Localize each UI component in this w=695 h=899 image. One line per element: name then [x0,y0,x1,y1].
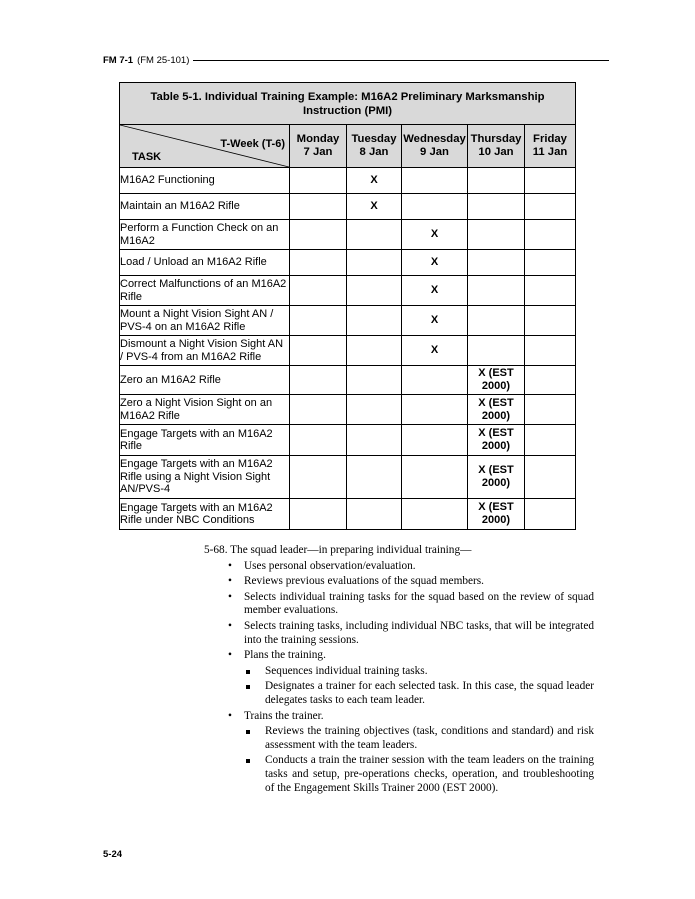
schedule-cell [290,366,347,395]
schedule-cell [468,250,525,276]
schedule-cell [525,250,576,276]
running-header [103,53,609,67]
day-header [468,125,525,168]
day-date: 9 Jan [420,146,449,158]
list-item-text: Uses personal observation/evaluation. [244,559,416,572]
bullet-icon: • [228,649,232,662]
schedule-cell: X (EST 2000) [468,499,525,530]
schedule-cell: X [402,220,468,250]
schedule-cell [525,499,576,530]
schedule-cell [468,220,525,250]
schedule-cell [290,499,347,530]
day-date: 10 Jan [478,146,514,158]
square-bullet-icon [246,670,250,674]
task-cell: Correct Malfunctions of an M16A2 Rifle [120,276,290,306]
schedule-cell: X (EST 2000) [468,395,525,425]
schedule-cell [402,499,468,530]
day-header [290,125,347,168]
task-cell: Dismount a Night Vision Sight AN / PVS-4 from an M16A2 Rifle [120,336,290,366]
task-cell: Maintain an M16A2 Rifle [120,194,290,220]
schedule-cell [347,336,402,366]
schedule-cell [290,250,347,276]
square-bullet-icon [246,730,250,734]
day-header [402,125,468,168]
schedule-cell [402,425,468,456]
bullet-list [204,560,594,796]
table-title-line2: Instruction (PMI) [302,104,393,117]
schedule-cell [468,168,525,194]
square-bullet-icon [246,685,250,689]
list-item-text: Trains the trainer. [244,709,324,722]
schedule-cell [402,194,468,220]
bullet-icon: • [228,709,232,722]
list-item [204,649,594,663]
schedule-cell [347,395,402,425]
schedule-cell [402,168,468,194]
schedule-cell [525,220,576,250]
day-name: Monday [296,133,340,145]
schedule-cell: X [347,194,402,220]
page-number: 5-24 [103,849,123,860]
sub-list-item-text: Reviews the training objectives (task, conditions and standard) and risk assessment with the team leaders. [265,725,594,751]
schedule-cell [525,194,576,220]
square-bullet-icon [246,759,250,763]
bullet-icon: • [228,575,232,588]
schedule-cell [468,276,525,306]
list-item-text: Reviews previous evaluations of the squad members. [244,575,485,588]
schedule-cell [290,220,347,250]
schedule-cell [402,456,468,499]
schedule-cell [402,366,468,395]
table-row [120,499,576,530]
list-item [204,560,594,574]
schedule-cell [525,366,576,395]
sub-list-item [204,665,594,679]
bullet-icon: • [228,619,232,632]
schedule-cell [290,336,347,366]
sub-list-item-text: Designates a trainer for each selected task. In this case, the squad leader delegates tasks to each team leader. [265,680,594,706]
schedule-cell [525,395,576,425]
table-row [120,306,576,336]
task-label: TASK [132,151,162,163]
day-name: Tuesday [351,133,397,145]
schedule-cell [347,306,402,336]
schedule-cell [290,395,347,425]
table-row [120,220,576,250]
schedule-cell: X [402,276,468,306]
manual-number: FM 7-1 [103,54,134,66]
schedule-cell [525,276,576,306]
task-cell: Engage Targets with an M16A2 Rifle using a Night Vision Sight AN/PVS-4 [120,456,290,499]
table-row [120,194,576,220]
schedule-cell: X [347,168,402,194]
schedule-cell [468,194,525,220]
day-date: 8 Jan [359,146,389,158]
schedule-cell: X (EST 2000) [468,456,525,499]
list-item [204,620,594,647]
day-header [525,125,576,168]
day-date: 11 Jan [532,146,568,158]
schedule-cell [290,456,347,499]
schedule-cell [347,366,402,395]
task-cell: Perform a Function Check on an M16A2 [120,220,290,250]
task-cell: Engage Targets with an M16A2 Rifle [120,425,290,456]
table-row [120,366,576,395]
sub-list-item [204,754,594,795]
tweek-label: T-Week (T-6) [220,138,285,150]
task-cell: Load / Unload an M16A2 Rifle [120,250,290,276]
schedule-cell [347,276,402,306]
schedule-cell [347,250,402,276]
task-cell: Zero a Night Vision Sight on an M16A2 Rifle [120,395,290,425]
schedule-cell [525,306,576,336]
bullet-icon: • [228,590,232,603]
schedule-cell [290,306,347,336]
sub-list-item-text: Sequences individual training tasks. [265,664,428,677]
task-cell: M16A2 Functioning [120,168,290,194]
schedule-cell [347,220,402,250]
table-title [120,83,576,125]
day-name: Friday [533,133,567,145]
manual-superseded: (FM 25-101) [137,54,190,66]
schedule-cell [525,168,576,194]
schedule-cell [525,456,576,499]
schedule-cell: X [402,306,468,336]
sub-list-item [204,725,594,752]
bullet-icon: • [228,559,232,572]
table-row [120,168,576,194]
schedule-cell [468,336,525,366]
schedule-cell: X [402,336,468,366]
table-row [120,395,576,425]
task-tweek-header [120,125,290,168]
schedule-cell [468,306,525,336]
table-row [120,425,576,456]
schedule-cell [402,395,468,425]
table-row [120,276,576,306]
body-text [204,544,594,797]
list-item-text: Selects individual training tasks for the squad based on the review of squad member evaluations. [244,590,594,617]
task-cell: Zero an M16A2 Rifle [120,366,290,395]
schedule-cell [525,336,576,366]
table-row [120,250,576,276]
paragraph-intro: 5-68. The squad leader—in preparing individual training— [204,544,472,556]
schedule-cell [525,425,576,456]
schedule-cell: X (EST 2000) [468,425,525,456]
table-row [120,336,576,366]
sub-list-item [204,680,594,707]
day-date: 7 Jan [303,146,333,158]
task-cell: Engage Targets with an M16A2 Rifle under NBC Conditions [120,499,290,530]
schedule-cell [347,499,402,530]
schedule-cell [290,168,347,194]
schedule-cell [290,425,347,456]
list-item [204,575,594,589]
schedule-cell [347,456,402,499]
header-rule [193,60,609,61]
sub-list-item-text: Conducts a train the trainer session with the team leaders on the training tasks and setup, pre-operations checks, operation, and troubleshooting of the Engagement Skills Trainer 2000 (EST 2000). [265,754,594,794]
day-header [347,125,402,168]
schedule-cell: X [402,250,468,276]
table-row [120,456,576,499]
list-item-text: Selects training tasks, including individual NBC tasks, that will be integrated into the training sessions. [244,619,594,646]
table-title-line1: Table 5-1. Individual Training Example: M16A2 Preliminary Marksmanship [150,90,545,103]
schedule-cell [290,276,347,306]
schedule-cell: X (EST 2000) [468,366,525,395]
list-item-text: Plans the training. [244,649,326,662]
list-item [204,710,594,724]
day-name: Wednesday [403,133,466,145]
day-name: Thursday [470,133,522,145]
task-cell: Mount a Night Vision Sight AN / PVS-4 on an M16A2 Rifle [120,306,290,336]
schedule-cell [347,425,402,456]
schedule-cell [290,194,347,220]
list-item [204,591,594,618]
training-table [119,82,576,530]
